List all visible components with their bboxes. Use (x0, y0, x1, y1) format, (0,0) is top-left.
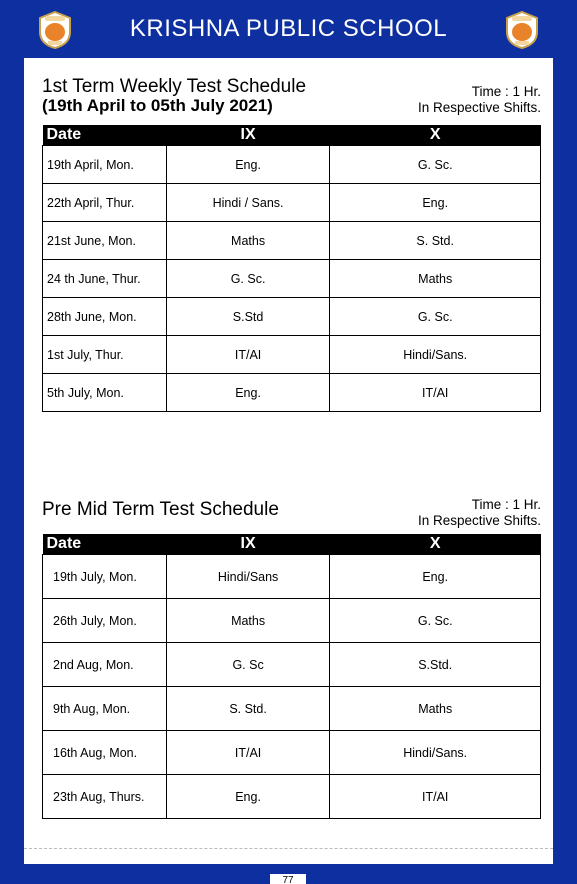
x-subject-cell: IT/AI (330, 374, 541, 412)
table-row (43, 184, 541, 222)
column-header-ix: IX (166, 125, 330, 146)
date-cell: 9th Aug, Mon. (43, 687, 167, 731)
ix-subject-cell: IT/AI (166, 731, 330, 775)
column-header-x: X (330, 125, 541, 146)
table-row (43, 222, 541, 260)
school-name: KRISHNA PUBLIC SCHOOL (129, 15, 448, 42)
table-header-row (43, 534, 541, 555)
ix-subject-cell: IT/AI (166, 336, 330, 374)
ix-subject-cell: S.Std (166, 298, 330, 336)
table-row (43, 374, 541, 412)
ix-subject-cell: Eng. (166, 374, 330, 412)
date-cell: 21st June, Mon. (43, 222, 167, 260)
table-row (43, 260, 541, 298)
x-subject-cell: Eng. (330, 184, 541, 222)
x-subject-cell: G. Sc. (330, 599, 541, 643)
table-header-row (43, 125, 541, 146)
date-cell: 19th April, Mon. (43, 146, 167, 184)
school-crest-icon (503, 10, 541, 50)
section2-time: Time : 1 Hr. (471, 497, 541, 512)
page-number: 77 (270, 874, 306, 884)
ix-subject-cell: G. Sc (166, 643, 330, 687)
x-subject-cell: S. Std. (330, 222, 541, 260)
section2-table (42, 534, 541, 819)
x-subject-cell: IT/AI (330, 775, 541, 819)
date-cell: 22th April, Thur. (43, 184, 167, 222)
ix-subject-cell: Eng. (166, 146, 330, 184)
date-cell: 2nd Aug, Mon. (43, 643, 167, 687)
x-subject-cell: Hindi/Sans. (330, 336, 541, 374)
column-header-x: X (330, 534, 541, 555)
section2-timing (418, 497, 541, 529)
section1-title: 1st Term Weekly Test Schedule (42, 76, 307, 97)
date-cell: 24 th June, Thur. (43, 260, 167, 298)
section2-title: Pre Mid Term Test Schedule (42, 499, 279, 520)
date-cell: 23th Aug, Thurs. (43, 775, 167, 819)
column-header-ix: IX (166, 534, 330, 555)
x-subject-cell: Maths (330, 260, 541, 298)
x-subject-cell: G. Sc. (330, 146, 541, 184)
ix-subject-cell: Hindi / Sans. (166, 184, 330, 222)
ix-subject-cell: S. Std. (166, 687, 330, 731)
ix-subject-cell: Maths (166, 222, 330, 260)
column-header-date: Date (43, 534, 167, 555)
section1-time: Time : 1 Hr. (471, 84, 541, 99)
date-cell: 5th July, Mon. (43, 374, 167, 412)
ix-subject-cell: G. Sc. (166, 260, 330, 298)
table-row (43, 146, 541, 184)
x-subject-cell: Hindi/Sans. (330, 731, 541, 775)
table-row (43, 687, 541, 731)
date-cell: 19th July, Mon. (43, 555, 167, 599)
table-row (43, 599, 541, 643)
x-subject-cell: S.Std. (330, 643, 541, 687)
section1-table (42, 125, 541, 412)
section1-shifts: In Respective Shifts. (417, 100, 541, 115)
section1-timing (418, 84, 541, 116)
date-cell: 26th July, Mon. (43, 599, 167, 643)
ix-subject-cell: Maths (166, 599, 330, 643)
table-row (43, 298, 541, 336)
table-row (43, 775, 541, 819)
table-row (43, 731, 541, 775)
header-banner (0, 0, 577, 58)
date-cell: 16th Aug, Mon. (43, 731, 167, 775)
section2-shifts: In Respective Shifts. (417, 513, 541, 528)
table-row (43, 555, 541, 599)
column-header-date: Date (43, 125, 167, 146)
table-row (43, 336, 541, 374)
date-cell: 1st July, Thur. (43, 336, 167, 374)
x-subject-cell: Maths (330, 687, 541, 731)
page-divider (24, 848, 553, 849)
table-row (43, 643, 541, 687)
x-subject-cell: G. Sc. (330, 298, 541, 336)
date-cell: 28th June, Mon. (43, 298, 167, 336)
section1-subtitle: (19th April to 05th July 2021) (42, 96, 273, 115)
x-subject-cell: Eng. (330, 555, 541, 599)
school-crest-icon (36, 10, 74, 50)
ix-subject-cell: Hindi/Sans (166, 555, 330, 599)
ix-subject-cell: Eng. (166, 775, 330, 819)
schedule-page (24, 58, 553, 864)
